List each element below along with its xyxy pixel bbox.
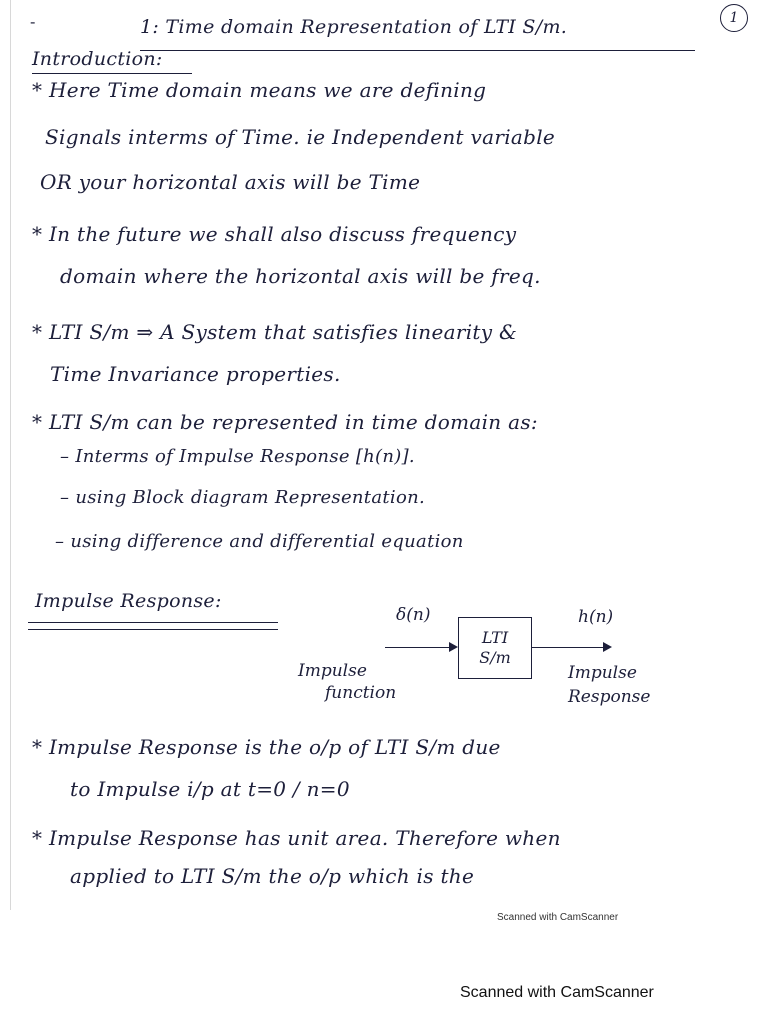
impulse-response-heading: Impulse Response: bbox=[35, 590, 222, 612]
box-label-lti: LTI bbox=[481, 628, 509, 647]
introduction-underline bbox=[32, 73, 192, 74]
margin-dash: - bbox=[30, 12, 36, 31]
intro-line-2: Signals interms of Time. ie Independent variable bbox=[45, 125, 556, 149]
introduction-heading: Introduction: bbox=[32, 48, 163, 70]
input-arrow-head bbox=[449, 642, 458, 652]
camscanner-stamp-small: Scanned with CamScanner bbox=[497, 912, 619, 923]
input-caption-1: Impulse bbox=[298, 661, 367, 681]
output-arrow-head bbox=[603, 642, 612, 652]
output-caption-2: Response bbox=[568, 687, 651, 707]
output-arrow-line bbox=[531, 647, 603, 648]
intro-line-3: OR your horizontal axis will be Time bbox=[40, 170, 421, 194]
page-number: 1 bbox=[720, 4, 748, 32]
camscanner-stamp-large: Scanned with CamScanner bbox=[460, 984, 654, 1001]
intro-line-5: domain where the horizontal axis will be freq. bbox=[60, 264, 541, 288]
output-signal-label: h(n) bbox=[578, 607, 614, 627]
lti-system-box bbox=[458, 617, 532, 679]
impulse-line-4: applied to LTI S/m the o/p which is the bbox=[70, 864, 475, 888]
intro-line-8: * LTI S/m can be represented in time domain as: bbox=[32, 410, 538, 434]
impulse-line-2: to Impulse i/p at t=0 / n=0 bbox=[70, 777, 350, 801]
input-signal-label: δ(n) bbox=[396, 605, 431, 625]
list-item-difference-equation: – using difference and differential equation bbox=[55, 531, 464, 552]
intro-line-1: * Here Time domain means we are defining bbox=[32, 78, 487, 102]
intro-line-6: * LTI S/m ⇒ A System that satisfies linearity & bbox=[32, 320, 518, 344]
intro-line-7: Time Invariance properties. bbox=[50, 362, 341, 386]
title-underline bbox=[140, 50, 695, 51]
box-label-sm: S/m bbox=[479, 648, 511, 667]
output-caption-1: Impulse bbox=[568, 663, 637, 683]
impulse-heading-underline-2 bbox=[28, 629, 278, 630]
list-item-impulse: – Interms of Impulse Response [h(n)]. bbox=[60, 446, 415, 467]
impulse-line-1: * Impulse Response is the o/p of LTI S/m due bbox=[32, 735, 501, 759]
impulse-line-3: * Impulse Response has unit area. Therefore when bbox=[32, 826, 561, 850]
impulse-heading-underline-1 bbox=[28, 622, 278, 623]
intro-line-4: * In the future we shall also discuss frequency bbox=[32, 222, 517, 246]
page-title: 1: Time domain Representation of LTI S/m. bbox=[140, 16, 568, 38]
input-caption-2: function bbox=[325, 683, 397, 703]
input-arrow-line bbox=[385, 647, 449, 648]
scan-edge bbox=[0, 0, 11, 910]
list-item-block-diagram: – using Block diagram Representation. bbox=[60, 487, 426, 508]
block-diagram bbox=[290, 605, 690, 715]
